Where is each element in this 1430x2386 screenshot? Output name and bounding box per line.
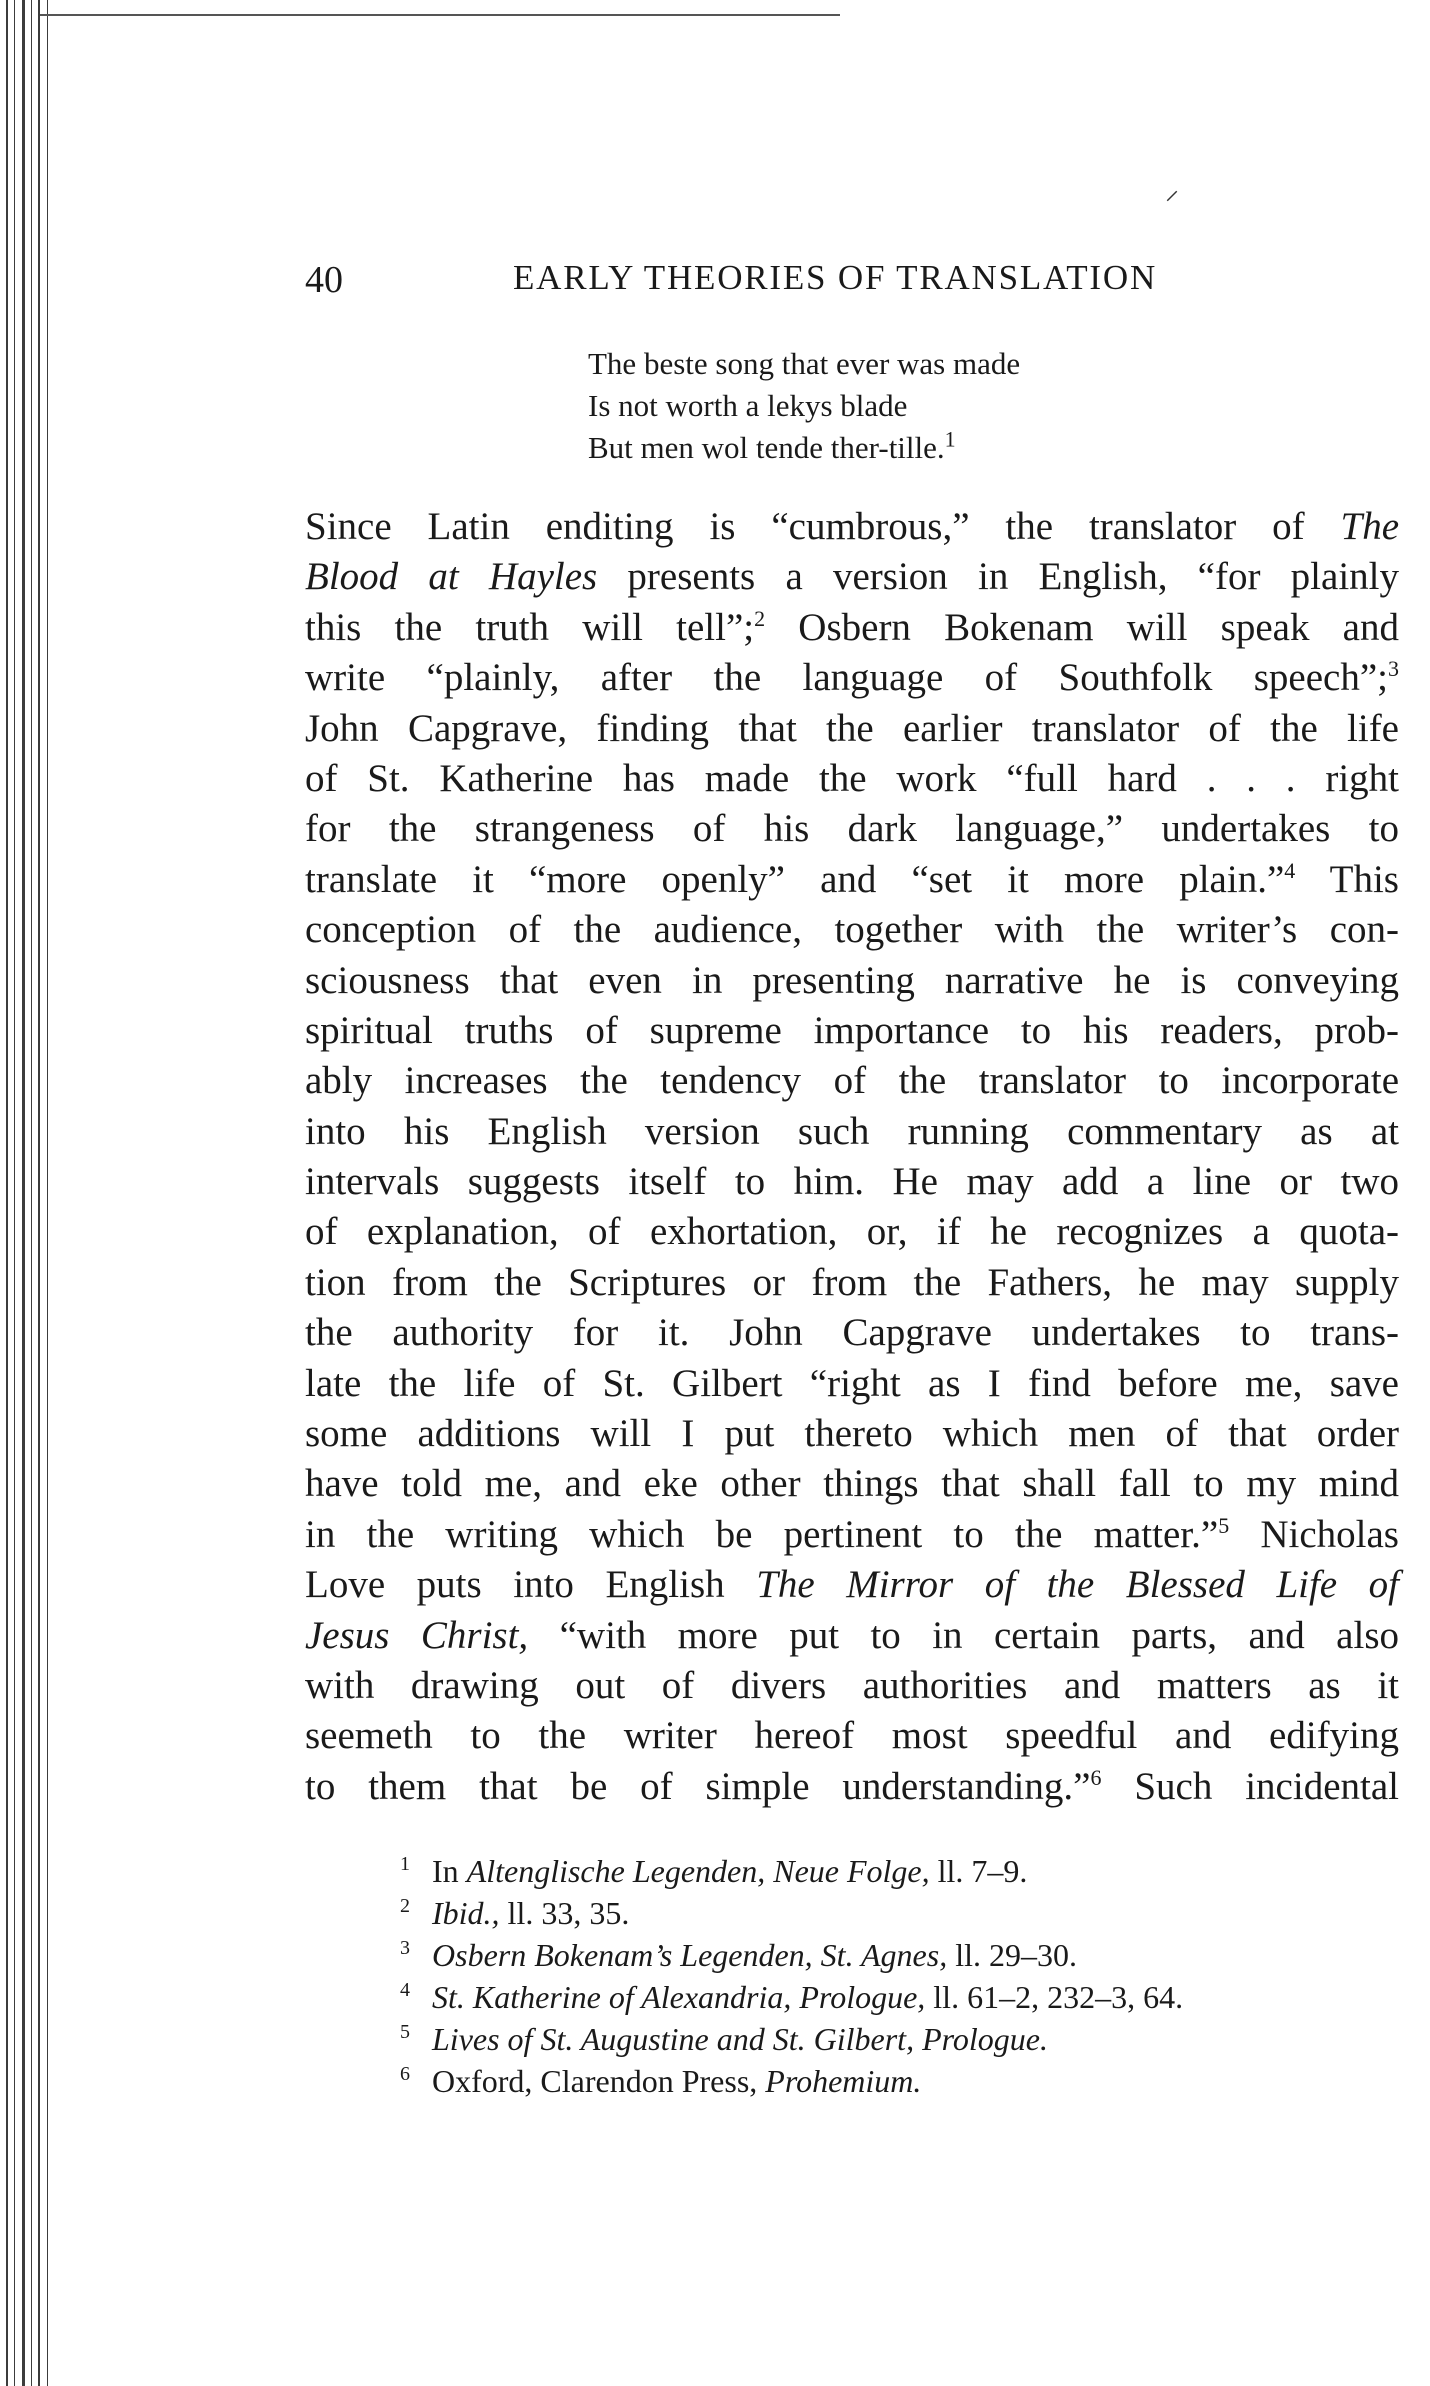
page-number: 40 [305,259,343,301]
text-line: of explanation, of exhortation, or, if he recognizes a quota- [305,1210,1399,1254]
text-line: conception of the audience, together with the writer’s con- [305,908,1399,952]
footnote-ref: 1 [944,426,956,452]
text-line: tion from the Scriptures or from the Fathers, he may supply [305,1260,1399,1304]
text-line: translate it “more openly” and “set it more plain.”$^4$ This [305,857,1399,901]
text-line: intervals suggests itself to him. He may add a line or two [305,1160,1399,1204]
text-line: have told me, and eke other things that shall fall to my mind [305,1462,1399,1506]
running-title: EARLY THEORIES OF TRANSLATION [513,258,1158,297]
text-line: of St. Katherine has made the work “full hard . . . right [305,756,1399,800]
text-line: this the truth will tell”;$^2$ Osbern Bokenam will speak and [305,605,1399,649]
text-line: into his English version such running commentary as at [305,1109,1399,1153]
scan-stray-mark: ⸝ [1165,175,1180,206]
text-line: sciousness that even in presenting narrative he is conveying [305,958,1399,1002]
verse-line: The beste song that ever was made [588,346,1021,381]
footnote-ref: 2 [754,605,766,631]
text-line: John Capgrave, finding that the earlier translator of the life [305,706,1399,750]
text-line: some additions will I put thereto which men of that order [305,1412,1399,1456]
scan-top-rule [40,14,840,16]
text-line: Love puts into English The Mirror of the Blessed Life of [305,1563,1399,1607]
text-line: Blood at Hayles presents a version in English, “for plainly [305,555,1399,599]
text-line: to them that be of simple understanding.”$^6$ Such incidental [305,1764,1399,1808]
footnote-ref: 5 [1218,1512,1230,1538]
footnote: 2 Ibid., ll. 33, 35. [400,1895,630,1931]
footnote-ref: 6 [1090,1764,1102,1790]
footnote: 6 Oxford, Clarendon Press, Prohemium. [400,2063,922,2099]
text-line: write “plainly, after the language of Southfolk speech”;$^3$ [305,656,1399,700]
verse-quotation [588,343,1020,469]
text-line: Since Latin enditing is “cumbrous,” the translator of The [305,505,1399,548]
text-line: the authority for it. John Capgrave undertakes to trans- [305,1311,1399,1355]
text-line: ably increases the tendency of the translator to incorporate [305,1059,1399,1103]
body-paragraph [305,502,1399,1812]
text-line: with drawing out of divers authorities and matters as it [305,1663,1399,1707]
footnote: 5 Lives of St. Augustine and St. Gilbert, Prologue. [400,2021,1048,2057]
footnote-ref: 4 [1284,857,1296,883]
text-line: spiritual truths of supreme importance to his readers, prob- [305,1008,1399,1052]
footnote: 3 Osbern Bokenam’s Legenden, St. Agnes, ll. 29–30. [400,1937,1077,1973]
text-line: seemeth to the writer hereof most speedful and edifying [305,1714,1399,1758]
footnote: 1 In Altenglische Legenden, Neue Folge, ll. 7–9. [400,1853,1028,1889]
footnote-ref: 3 [1388,656,1399,682]
text-line: in the writing which be pertinent to the matter.”$^5$ Nicholas [305,1512,1399,1556]
text-line: Jesus Christ, “with more put to in certain parts, and also [305,1613,1399,1657]
footnote: 4 St. Katherine of Alexandria, Prologue, ll. 61–2, 232–3, 64. [400,1979,1184,2015]
scan-binding-edge [0,0,60,2386]
page-header [305,258,1405,318]
verse-line: Is not worth a lekys blade [588,388,908,423]
footnotes [400,1850,1183,2102]
verse-line: But men wol tende ther-tille.$^1$ [588,426,956,465]
text-line: for the strangeness of his dark language,” undertakes to [305,807,1399,851]
text-line: late the life of St. Gilbert “right as I find before me, save [305,1361,1399,1405]
